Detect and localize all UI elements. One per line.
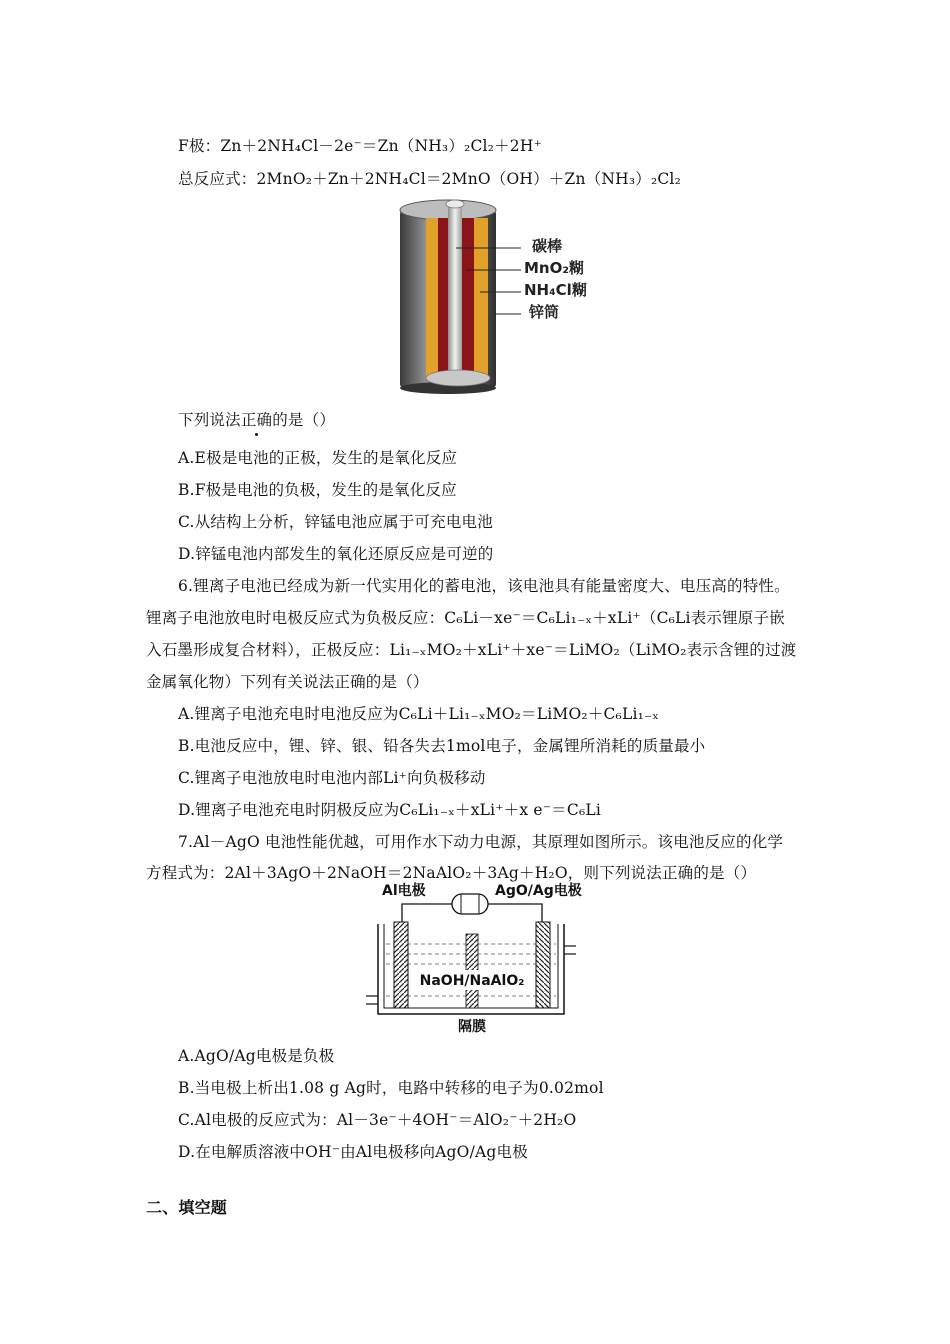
q6-option-b: B.电池反应中，锂、锌、银、铅各失去1mol电子，金属锂所消耗的质量最小 <box>178 737 706 755</box>
q6-option-c: C.锂离子电池放电时电池内部Li⁺向负极移动 <box>178 769 486 787</box>
q7-stem-line-1: 7.Al－AgO 电池性能优越，可用作水下动力电源，其原理如图所示。该电池反应的化学 <box>178 833 784 851</box>
mno2-paste-layer-left <box>438 218 448 378</box>
q6-stem-line-1: 6.锂离子电池已经成为新一代实用化的蓄电池，该电池具有能量密度大、电压高的特性。 <box>178 577 790 595</box>
al-ago-cell-figure <box>364 878 582 1038</box>
q5-prompt <box>178 409 335 431</box>
q5-prompt-text-a: 下列说法 <box>178 411 241 429</box>
mno2-paste-layer-right <box>462 218 474 378</box>
zinc-manganese-battery-figure <box>396 196 606 396</box>
q7-option-d: D.在电解质溶液中OH⁻由Al电极移向AgO/Ag电极 <box>178 1143 528 1161</box>
q5-option-b: B.F极是电池的负极，发生的是氧化反应 <box>178 481 457 499</box>
section-heading-fill-in: 二、填空题 <box>146 1198 228 1217</box>
q6-stem-line-4: 金属氧化物）下列有关说法正确的是（） <box>146 673 429 691</box>
q6-option-a: A.锂离子电池充电时电池反应为C₆Li＋Li₁₋ₓMO₂＝LiMO₂＋C₆Li₁₋ₓ <box>178 705 660 723</box>
f-electrode-reaction: F极：Zn＋2NH₄Cl－2e⁻＝Zn（NH₃）₂Cl₂＋2H⁺ <box>178 137 542 155</box>
q6-stem-line-2: 锂离子电池放电时电极反应式为负极反应：C₆Li－xe⁻＝C₆Li₁₋ₓ＋xLi⁺（C₆Li表示锂原子嵌 <box>146 609 785 627</box>
label-al-electrode: Al电极 <box>382 883 426 899</box>
q7-option-b: B.当电极上析出1.08 g Ag时，电路中转移的电子为0.02mol <box>178 1079 604 1097</box>
q7-option-c: C.Al电极的反应式为：Al－3e⁻＋4OH⁻＝AlO₂⁻＋2H₂O <box>178 1111 577 1129</box>
q7-option-a: A.AgO/Ag电极是负极 <box>178 1047 335 1065</box>
label-mno2-paste: MnO₂糊 <box>524 259 584 277</box>
carbon-rod-shape <box>448 206 462 376</box>
q5-option-c: C.从结构上分析，锌锰电池应属于可充电电池 <box>178 513 493 531</box>
q5-prompt-text-c: 的是（） <box>272 411 336 429</box>
ago-electrode-shape <box>536 922 550 1008</box>
nh4cl-paste-layer-left <box>426 218 438 378</box>
q7-stem-line-2: 方程式为：2Al＋3AgO＋2NaOH＝2NaAlO₂＋3Ag＋H₂O，则下列说法正确的是（） <box>146 864 757 882</box>
label-carbon-rod: 碳棒 <box>532 237 563 255</box>
nh4cl-paste-layer-right <box>474 218 488 378</box>
label-membrane: 隔膜 <box>458 1019 486 1035</box>
label-zinc-can: 锌筒 <box>529 303 560 321</box>
q6-option-d: D.锂离子电池充电时阴极反应为C₆Li₁₋ₓ＋xLi⁺＋x e⁻＝C₆Li <box>178 801 602 819</box>
q5-option-a: A.E极是电池的正极，发生的是氧化反应 <box>178 449 458 467</box>
label-ago-electrode: AgO/Ag电极 <box>495 883 582 899</box>
q5-prompt-emphasis: 正确 <box>240 411 273 429</box>
q6-stem-line-3: 入石墨形成复合材料），正极反应：Li₁₋ₓMO₂＋xLi⁺＋xe⁻＝LiMO₂（LiMO₂表示含锂的过渡 <box>146 641 797 659</box>
total-reaction: 总反应式：2MnO₂＋Zn＋2NH₄Cl＝2MnO（OH）＋Zn（NH₃）₂Cl₂ <box>178 170 681 188</box>
motor-body <box>452 894 488 914</box>
label-electrolyte: NaOH/NaAlO₂ <box>419 973 525 989</box>
al-electrode-shape <box>394 922 408 1008</box>
q5-option-d: D.锌锰电池内部发生的氧化还原反应是可逆的 <box>178 545 494 563</box>
label-nh4cl-paste: NH₄Cl糊 <box>524 281 587 299</box>
